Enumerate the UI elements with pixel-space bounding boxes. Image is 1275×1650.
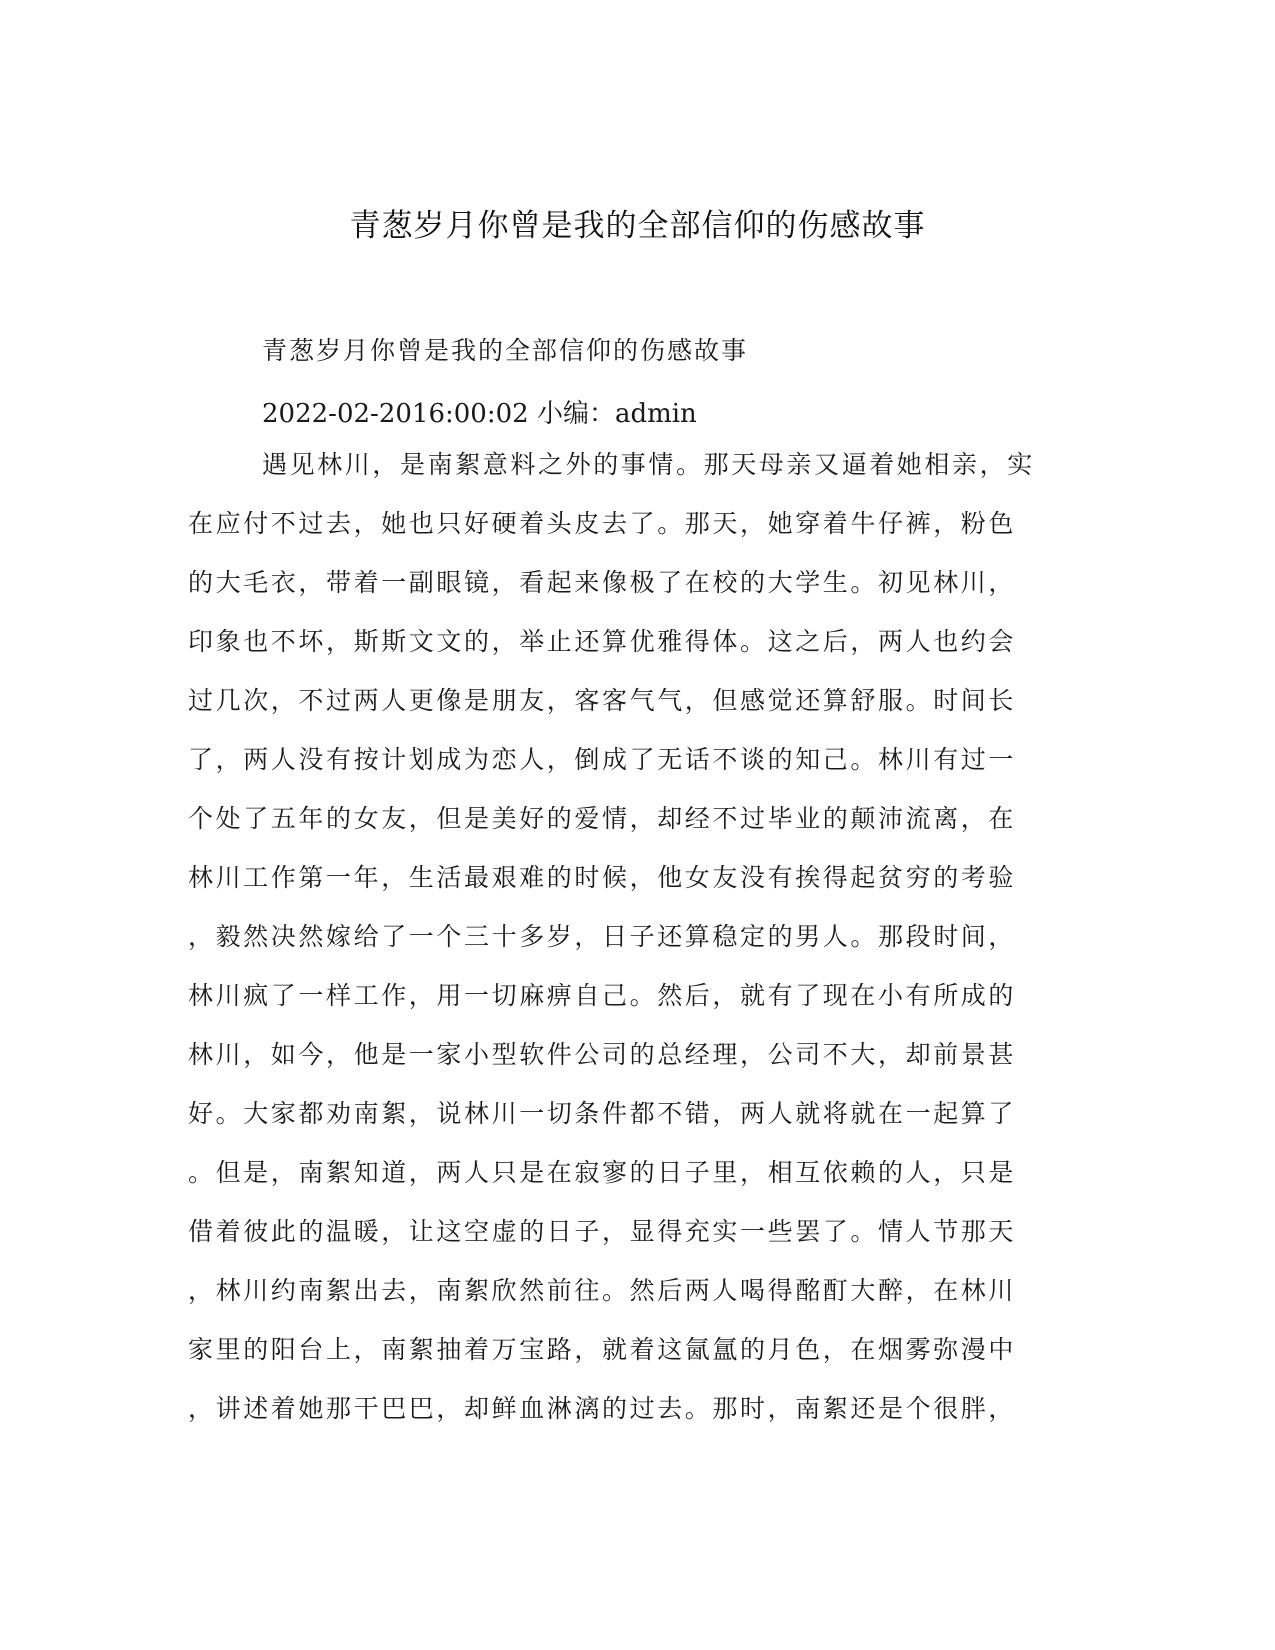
body-line: 林川工作第一年，生活最艰难的时候，他女友没有挨得起贫穷的考验 (188, 863, 1017, 892)
body-line: ，讲述着她那干巴巴，却鲜血淋漓的过去。那时，南絮还是个很胖， (188, 1394, 1017, 1423)
body-line: ，毅然决然嫁给了一个三十多岁，日子还算稳定的男人。那段时间， (188, 922, 1017, 951)
document-title: 青葱岁月你曾是我的全部信仰的伤感故事 (349, 208, 926, 244)
body-line: 好。大家都劝南絮，说林川一切条件都不错，两人就将就在一起算了 (188, 1099, 1017, 1128)
body-line: 。但是，南絮知道，两人只是在寂寥的日子里，相互依赖的人，只是 (188, 1158, 1017, 1187)
body-line: 了，两人没有按计划成为恋人，倒成了无话不谈的知己。林川有过一 (188, 745, 1017, 774)
body-line: 遇见林川，是南絮意料之外的事情。那天母亲又逼着她相亲，实 (262, 450, 1035, 479)
body-line: 借着彼此的温暖，让这空虚的日子，显得充实一些罢了。情人节那天 (188, 1217, 1017, 1246)
body-line: 个处了五年的女友，但是美好的爱情，却经不过毕业的颠沛流离，在 (188, 804, 1017, 833)
article-subtitle: 青葱岁月你曾是我的全部信仰的伤感故事 (262, 336, 749, 365)
body-line: 印象也不坏，斯斯文文的，举止还算优雅得体。这之后，两人也约会 (188, 627, 1017, 656)
body-line: 林川，如今，他是一家小型软件公司的总经理，公司不大，却前景甚 (188, 1040, 1017, 1069)
body-line: 的大毛衣，带着一副眼镜，看起来像极了在校的大学生。初见林川， (188, 568, 1017, 597)
body-line: 家里的阳台上，南絮抽着万宝路，就着这氤氲的月色，在烟雾弥漫中 (188, 1335, 1017, 1364)
body-line: 在应付不过去，她也只好硬着头皮去了。那天，她穿着牛仔裤，粉色 (188, 509, 1017, 538)
body-line: ，林川约南絮出去，南絮欣然前往。然后两人喝得酩酊大醉，在林川 (188, 1276, 1017, 1305)
body-line: 过几次，不过两人更像是朋友，客客气气，但感觉还算舒服。时间长 (188, 686, 1017, 715)
body-line: 林川疯了一样工作，用一切麻痹自己。然后，就有了现在小有所成的 (188, 981, 1017, 1010)
article-meta: 2022-02-2016:00:02 小编：admin (262, 399, 697, 429)
